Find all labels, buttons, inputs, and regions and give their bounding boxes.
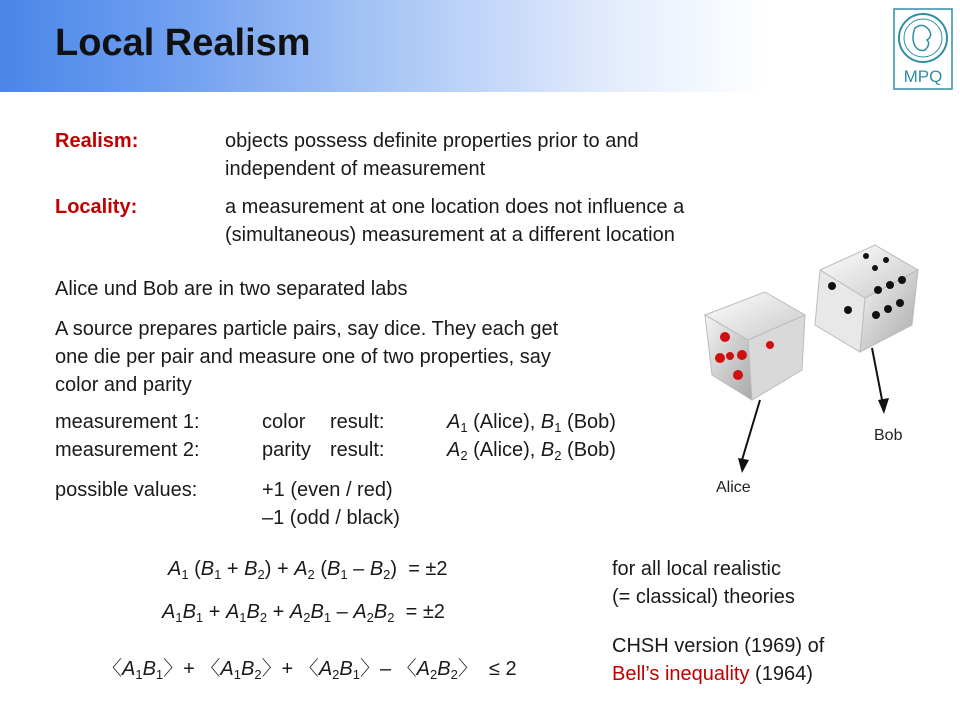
realism-label: Realism: (55, 130, 139, 152)
measurement-2-result: result: (330, 439, 385, 461)
measurement-2-values: $A_2$ (Alice), $B_2$ (Bob) (447, 439, 616, 463)
equation-1: $A_1$ $(B_1 + B_2) + A_2$ $(B_1 - B_2) = \pm 2$ (168, 558, 448, 582)
locality-label: Locality: (55, 196, 138, 218)
source-line1: A source prepares particle pairs, say dice. They each get (55, 318, 559, 340)
bob-arrow (872, 348, 889, 414)
alice-arrow (742, 400, 760, 460)
black-die (815, 245, 918, 352)
equation-2: $A_1B_1 + A_1B_2 + A_2B_1 - A_2B_2 = \pm 2$ (162, 601, 445, 625)
classical-note-line2: (= classical) theories (612, 586, 795, 608)
measurement-1-name: measurement 1: (55, 411, 200, 433)
red-die (705, 292, 805, 400)
page-title: Local Realism (55, 22, 311, 64)
svg-text:MPQ: MPQ (903, 67, 943, 86)
source-line3: color and parity (55, 374, 192, 396)
values-minus: –1 (odd / black) (262, 507, 400, 529)
chsh-note-line1: CHSH version (1969) of (612, 635, 825, 657)
mpq-logo (893, 8, 953, 90)
intro-text: Alice und Bob are in two separated labs (55, 278, 408, 300)
values-plus: +1 (even / red) (262, 479, 393, 501)
realism-line1: objects possess definite properties prior to and (225, 130, 639, 152)
locality-line2: (simultaneous) measurement at a different location (225, 224, 675, 246)
source-line2: one die per pair and measure one of two properties, say (55, 346, 551, 368)
measurement-1-values: $A_1$ (Alice), $B_1$ (Bob) (447, 411, 616, 435)
alice-label: Alice (716, 479, 751, 496)
classical-note-line1: for all local realistic (612, 558, 781, 580)
values-label: possible values: (55, 479, 198, 501)
chsh-note-line2: Bell’s inequality (1964) (612, 663, 813, 685)
alice-arrow-head (730, 455, 760, 475)
bob-label: Bob (874, 427, 903, 444)
measurement-1-prop: color (262, 411, 306, 433)
bell-inequality-link[interactable]: Bell’s inequality (612, 663, 750, 685)
measurement-2-prop: parity (262, 439, 311, 461)
locality-line1: a measurement at one location does not influence a (225, 196, 685, 218)
dice-illustration (690, 230, 940, 460)
realism-line2: independent of measurement (225, 158, 486, 180)
measurement-1-result: result: (330, 411, 385, 433)
equation-3-chsh: 〈$A_1B_1$〉+ 〈$A_1B_2$〉+ 〈$A_2B_1$〉– 〈$A_2B_2$〉 ≤ 2 (102, 658, 517, 682)
measurement-2-name: measurement 2: (55, 439, 200, 461)
